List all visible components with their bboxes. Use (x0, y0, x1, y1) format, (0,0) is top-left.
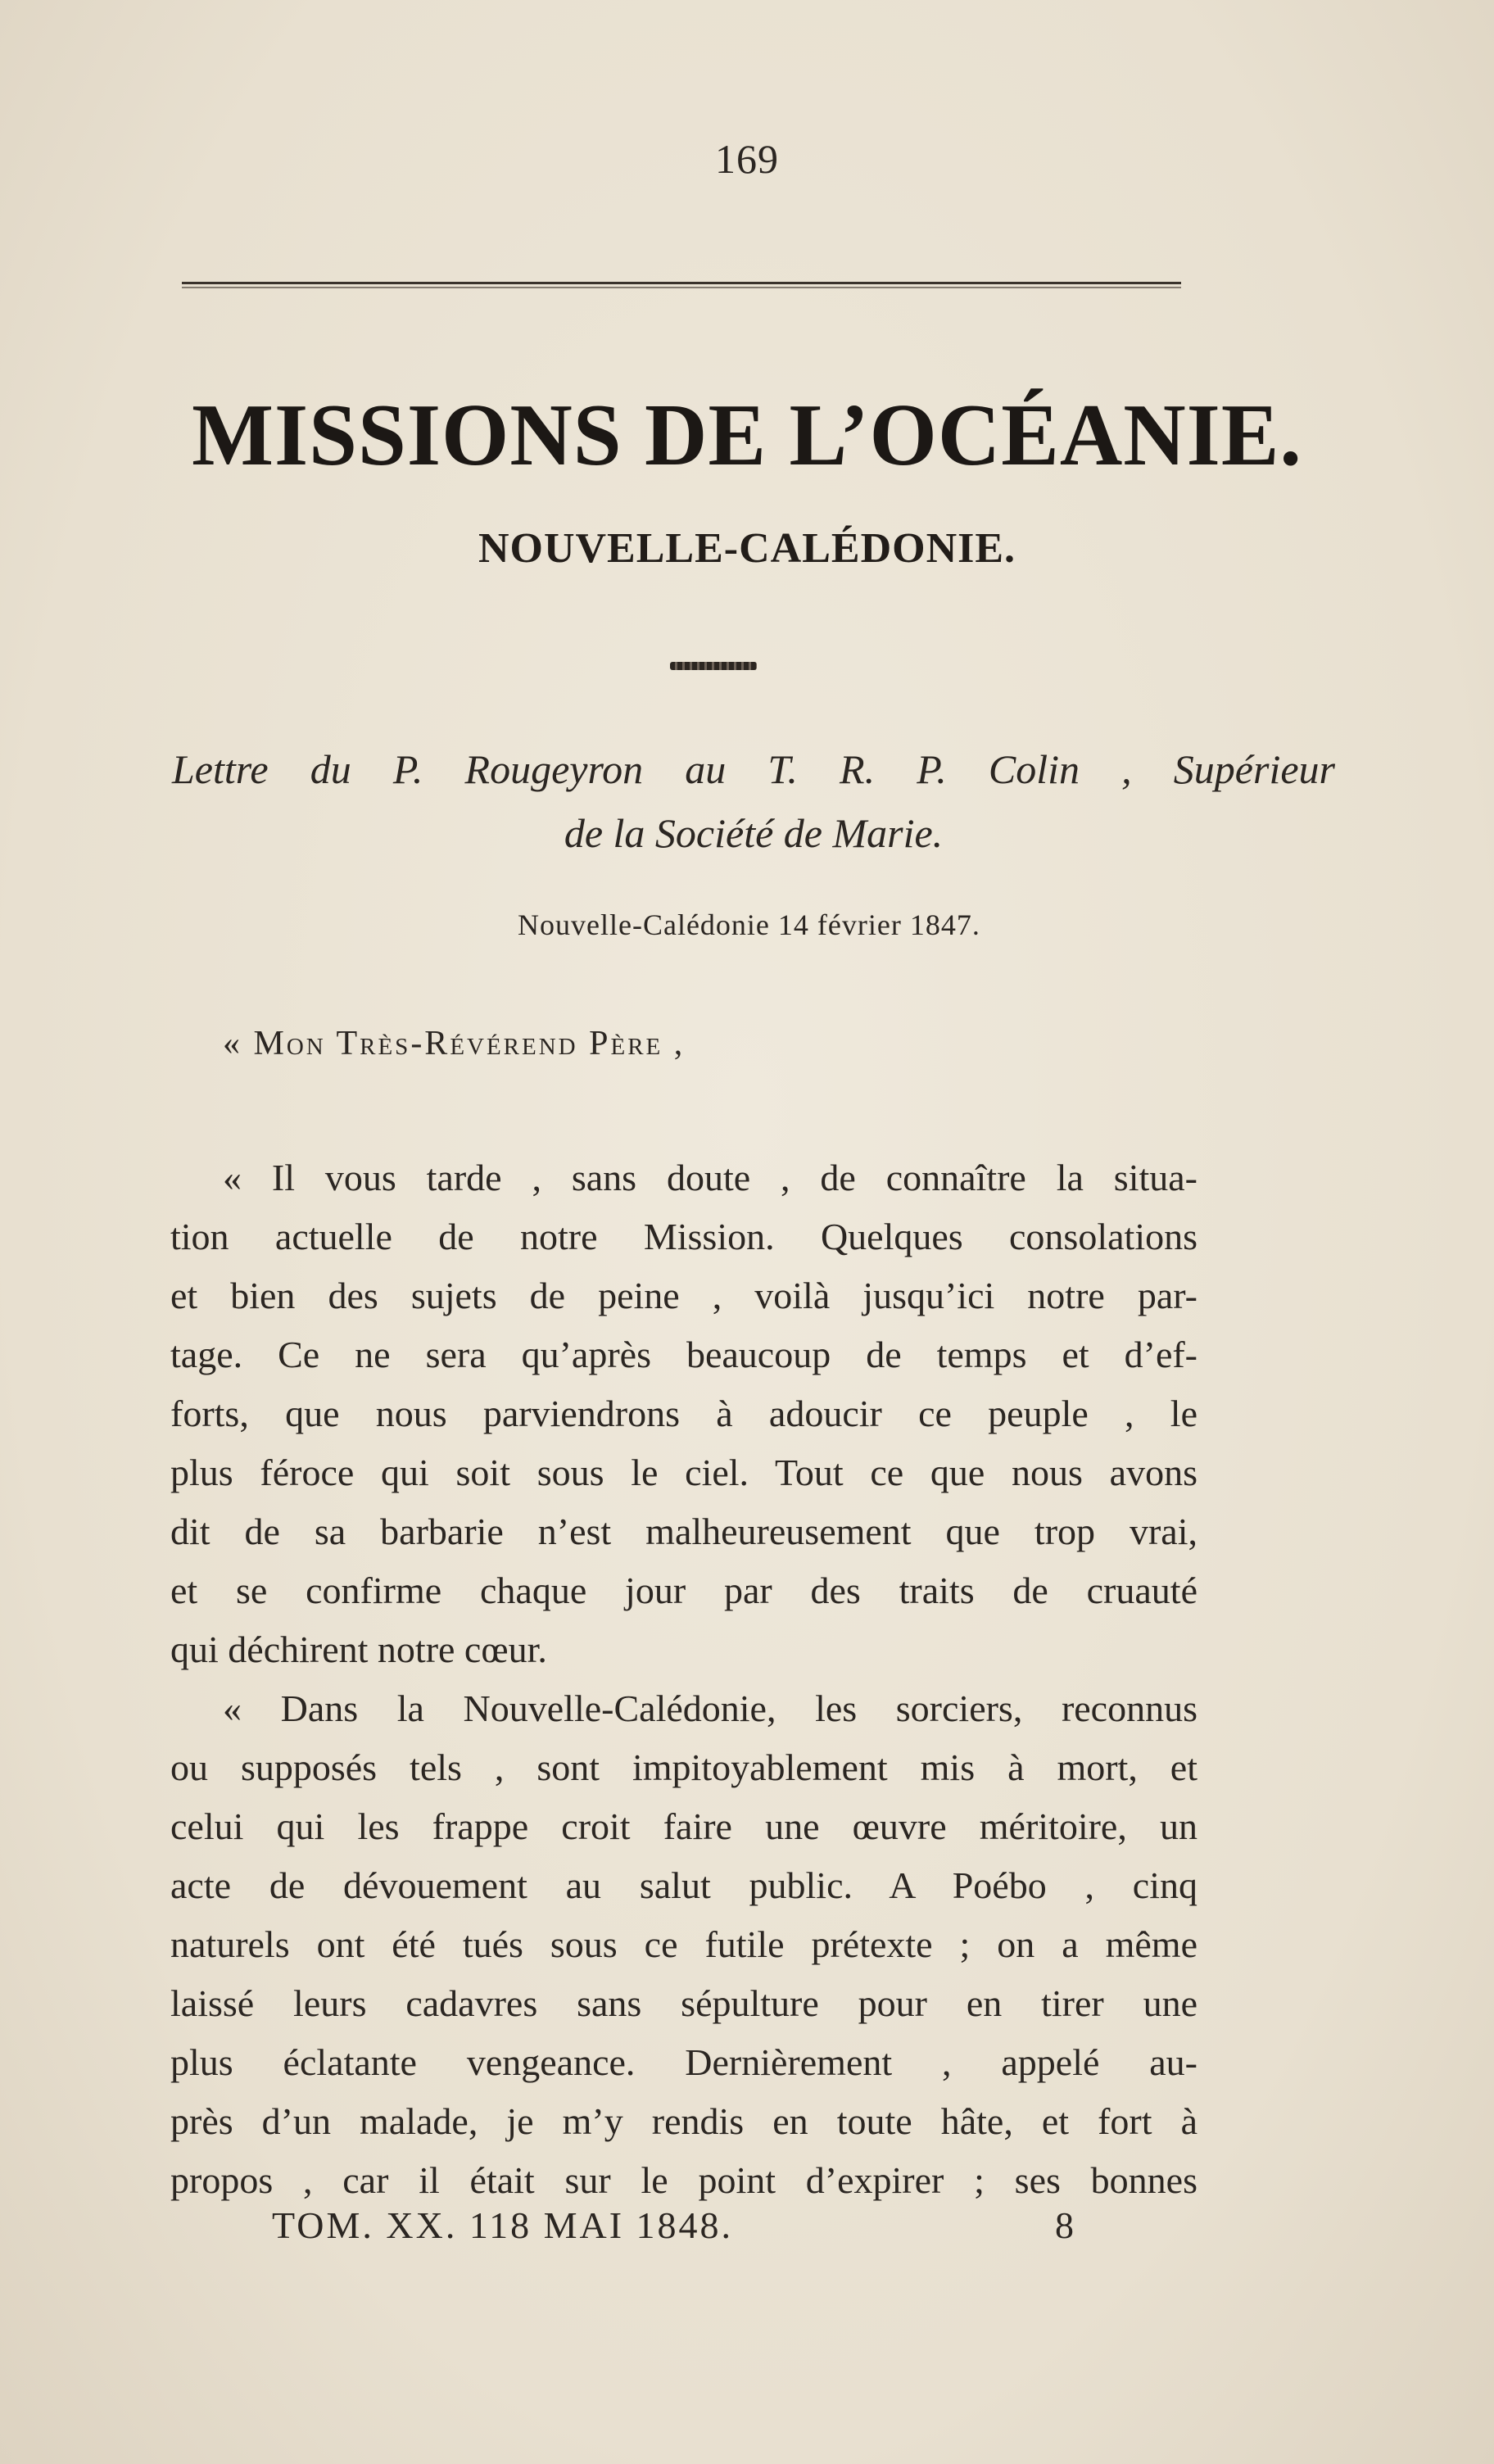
page-title: MISSIONS DE L’OCÉANIE. (192, 387, 1302, 484)
body-line: tage. Ce ne sera qu’après beaucoup de temps et d’ef- (170, 1334, 1197, 1375)
body-line: tion actuelle de notre Mission. Quelques consolations (170, 1216, 1197, 1257)
sheet-number: 8 (1055, 2204, 1074, 2246)
section-subtitle: NOUVELLE-CALÉDONIE. (478, 525, 1016, 572)
body-line: celui qui les frappe croit faire une œuvre méritoire, un (170, 1805, 1197, 1847)
body-line: propos , car il était sur le point d’expirer ; ses bonnes (170, 2159, 1197, 2201)
body-line: et bien des sujets de peine , voilà jusqu’ici notre par- (170, 1275, 1197, 1316)
body-line: « Il vous tarde , sans doute , de connaître la situa- (223, 1157, 1197, 1198)
page-number: 169 (715, 136, 779, 182)
page-footer (0, 2204, 1494, 2253)
body-line: acte de dévouement au salut public. A Poébo , cinq (170, 1864, 1197, 1906)
signature-mark: TOM. XX. 118 MAI 1848. (272, 2204, 734, 2246)
body-line: plus féroce qui soit sous le ciel. Tout ce que nous avons (170, 1452, 1197, 1493)
body-line: « Dans la Nouvelle-Calédonie, les sorciers, reconnus (223, 1687, 1197, 1729)
header-rule (182, 282, 1181, 292)
dateline: Nouvelle-Calédonie 14 février 1847. (518, 908, 980, 941)
body-line: ou supposés tels , sont impitoyablement mis à mort, et (170, 1746, 1197, 1788)
body-line: près d’un malade, je m’y rendis en toute hâte, et fort à (170, 2100, 1197, 2142)
ornament-divider (670, 662, 757, 670)
body-line: qui déchirent notre cœur. (170, 1628, 547, 1670)
body-line: forts, que nous parviendrons à adoucir ce peuple , le (170, 1393, 1197, 1434)
letter-heading-line: de la Société de Marie. (564, 810, 944, 856)
body-line: et se confirme chaque jour par des traits de cruauté (170, 1569, 1197, 1611)
body-line: plus éclatante vengeance. Dernièrement , appelé au- (170, 2041, 1197, 2083)
letter-heading (172, 737, 1335, 865)
body-line: laissé leurs cadavres sans sépulture pour en tirer une (170, 1982, 1197, 2024)
letter-heading-line: Lettre du P. Rougeyron au T. R. P. Colin , Supérieur (172, 746, 1335, 792)
body-text (170, 1148, 1197, 2210)
body-line: naturels ont été tués sous ce futile prétexte ; on a même (170, 1923, 1197, 1965)
body-line: dit de sa barbarie n’est malheureusement que trop vrai, (170, 1511, 1197, 1552)
salutation: « Mon Très-Révérend Père , (223, 1025, 686, 1062)
